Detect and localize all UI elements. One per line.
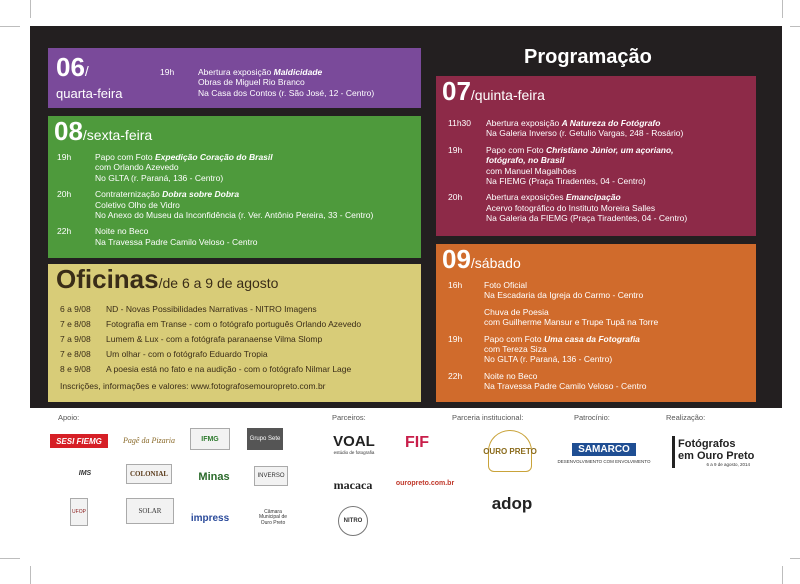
event-text: No GLTA (r. Paraná, 136 - Centro) xyxy=(484,354,613,365)
event-details xyxy=(95,189,373,220)
event-line xyxy=(95,200,373,210)
event-details xyxy=(484,334,640,365)
event-line xyxy=(198,88,374,98)
oficina-title: ND - Novas Possibilidades Narrativas - NITRO Imagens xyxy=(106,304,317,314)
samarco-name: SAMARCO xyxy=(572,443,636,456)
event-text: Na Casa dos Contos (r. São José, 12 - Centro) xyxy=(198,87,375,98)
event-line xyxy=(95,237,258,247)
event-details xyxy=(484,280,643,301)
event-text: Na FIEMG (Praça Tiradentes, 04 - Centro) xyxy=(486,175,646,186)
event-text: com Tereza Siza xyxy=(484,343,547,354)
event-text: Papo com Foto xyxy=(486,144,547,155)
event-text: Obras de Miguel Rio Branco xyxy=(198,77,305,88)
oficina-title: Fotografia em Transe - com o fotógrafo português Orlando Azevedo xyxy=(106,319,362,329)
event-time: 19h xyxy=(448,144,463,155)
event-line xyxy=(484,307,658,317)
event-time: 20h xyxy=(57,189,72,200)
event-details xyxy=(484,371,647,392)
event-text: Acervo fotográfico do Instituto Moreira Salles xyxy=(486,202,656,213)
ouro-preto-logo: OURO PRETO xyxy=(488,430,532,472)
event-text: Noite no Beco xyxy=(484,370,538,381)
oficinas-subtitle: /de 6 a 9 de agosto xyxy=(158,275,279,291)
event-text: com Orlando Azevedo xyxy=(95,162,179,173)
event-details xyxy=(198,67,374,98)
event-text: Abertura exposição xyxy=(486,118,562,128)
event-text: Foto Oficial xyxy=(484,280,527,290)
ims-logo: IMS xyxy=(78,469,92,477)
grupo-sete-logo: Grupo Sete xyxy=(247,428,283,450)
event-text: Na Escadaria da Igreja do Carmo - Centro xyxy=(484,290,644,301)
event-title: Emancipação xyxy=(565,192,621,203)
day-08-box xyxy=(48,116,421,258)
event-text: com Manuel Magalhões xyxy=(486,165,577,176)
day-weekday: /sábado xyxy=(470,255,521,271)
oficina-date: 8 e 9/08 xyxy=(60,364,91,374)
oficina-date: 7 a 9/08 xyxy=(60,334,91,344)
day-07-box xyxy=(436,76,756,236)
day-08-header xyxy=(54,116,152,148)
macaca-logo: macaca xyxy=(333,477,373,492)
pizzaria-logo: Pagê da Pizaria xyxy=(123,435,175,445)
event-text: Abertura exposição xyxy=(198,67,274,77)
institucional-label: Parceria institucional: xyxy=(452,413,524,422)
crop-mark xyxy=(0,26,20,27)
event-details xyxy=(486,118,683,139)
event-title: A Natureza do Fotógrafo xyxy=(561,118,661,128)
crop-mark xyxy=(30,566,31,584)
crop-mark xyxy=(30,0,31,18)
event-text: Coletivo Olho de Vidro xyxy=(95,199,180,210)
impress-logo: impress xyxy=(190,512,230,524)
event-text: Noite no Beco xyxy=(95,226,149,237)
oficinas-box xyxy=(48,264,421,402)
page-title: Programação xyxy=(524,46,652,68)
event-time: 16h xyxy=(448,280,463,290)
event-line xyxy=(486,128,683,138)
oficina-title: Um olhar - com o fotógrafo Eduardo Tropia xyxy=(106,349,268,359)
event-line xyxy=(95,173,273,183)
event-title: Expedição Coração do Brasil xyxy=(155,152,273,162)
event-title: Uma casa da Fotografia xyxy=(544,333,640,344)
event-line xyxy=(486,118,683,128)
crop-mark xyxy=(782,0,783,18)
event-line xyxy=(486,213,687,223)
voal-logo xyxy=(330,430,378,458)
parceiros-label: Parceiros: xyxy=(332,413,366,422)
ouropreto-site-logo: ouropreto.com.br xyxy=(395,479,455,487)
event-time: 20h xyxy=(448,192,463,203)
voal-name: VOAL xyxy=(333,433,375,450)
event-text: No Anexo do Museu da Inconfidência (r. Ver. Antônio Pereira, 33 - Centro) xyxy=(95,209,374,220)
colonial-logo: COLONIAL xyxy=(126,464,172,484)
oficina-date: 7 e 8/08 xyxy=(60,349,91,359)
day-weekday: quarta-feira xyxy=(56,86,123,101)
day-06-box xyxy=(48,48,421,108)
event-line xyxy=(486,166,674,176)
event-title: Christiano Júnior, um açoriano, xyxy=(546,144,674,155)
patrocinio-label: Patrocínio: xyxy=(574,413,610,422)
event-text: Na Travessa Padre Camilo Veloso - Centro xyxy=(484,381,647,392)
event-text: Contraternização xyxy=(95,189,163,200)
event-line xyxy=(95,226,258,236)
day-07-header xyxy=(442,76,545,108)
event-details xyxy=(486,145,674,186)
event-text: Papo com Foto xyxy=(484,333,545,344)
event-details xyxy=(486,192,687,223)
minas-logo: Minas xyxy=(198,471,230,483)
event-time: 11h30 xyxy=(448,118,472,128)
voal-tagline: estúdio de fotografia xyxy=(333,450,375,455)
day-06-header xyxy=(56,52,89,84)
oficinas-header xyxy=(56,264,278,296)
solar-logo: SOLAR xyxy=(126,498,174,524)
adop-logo: adop xyxy=(491,494,533,513)
samarco-tagline: DESENVOLVIMENTO COM ENVOLVIMENTO xyxy=(557,458,651,464)
crop-mark xyxy=(0,558,20,559)
oficinas-title: Oficinas xyxy=(56,264,159,294)
event-text: No GLTA (r. Paraná, 136 - Centro) xyxy=(95,172,224,183)
event-time: 19h xyxy=(448,333,463,344)
oficina-title: A poesia está no fato e na audição - com o fotógrafo Nilmar Lage xyxy=(106,364,352,374)
event-line xyxy=(484,317,658,327)
oficinas-footer[interactable]: Inscrições, informações e valores: www.fotografosemouropreto.com.br xyxy=(60,381,326,391)
nitro-logo: NITRO xyxy=(338,506,368,536)
event-line xyxy=(484,381,647,391)
event-title: Maldicidade xyxy=(273,67,323,77)
realizacao-title-1: Fotógrafos xyxy=(678,437,736,450)
event-text: Na Galeria Inverso (r. Getulio Vargas, 248 - Rosário) xyxy=(486,128,684,139)
day-09-header xyxy=(442,244,521,276)
event-line xyxy=(484,290,643,300)
event-line xyxy=(484,354,640,364)
event-line xyxy=(484,371,647,381)
ufop-logo: UFOP xyxy=(70,498,88,526)
event-title: fotógrafo, no Brasil xyxy=(486,155,565,166)
event-details xyxy=(484,307,658,328)
realizacao-title-2: em Ouro Preto xyxy=(678,449,755,462)
crop-mark xyxy=(782,566,783,584)
event-line xyxy=(484,280,643,290)
realizacao-dates: 6 a 9 de agosto, 2014 xyxy=(706,461,750,467)
crop-mark xyxy=(790,26,800,27)
event-line xyxy=(484,344,640,354)
day-number: 06 xyxy=(56,52,85,82)
camara-logo: Câmara Municipal de Ouro Preto xyxy=(258,508,288,526)
event-line xyxy=(198,67,374,77)
event-line xyxy=(95,162,273,172)
event-time: 19h xyxy=(57,152,72,162)
event-text: Na Galeria da FIEMG (Praça Tiradentes, 04 - Centro) xyxy=(486,213,688,224)
event-line xyxy=(486,176,674,186)
event-details xyxy=(95,226,258,247)
event-text: Chuva de Poesia xyxy=(484,306,549,317)
event-line xyxy=(486,192,687,202)
event-details xyxy=(95,152,273,183)
day-weekday: /sexta-feira xyxy=(82,127,153,143)
apoio-label: Apoio: xyxy=(58,413,80,422)
crop-mark xyxy=(790,558,800,559)
event-line xyxy=(95,210,373,220)
event-time: 22h xyxy=(448,370,463,381)
event-text: Na Travessa Padre Camilo Veloso - Centro xyxy=(95,236,258,247)
realizacao-label: Realização: xyxy=(666,413,706,422)
day-weekday: /quinta-feira xyxy=(470,87,545,103)
event-line xyxy=(484,334,640,344)
event-text: Papo com Foto xyxy=(95,152,156,162)
day-number: 08 xyxy=(54,116,83,146)
event-line xyxy=(486,145,674,155)
event-line xyxy=(198,77,374,87)
oficina-date: 6 a 9/08 xyxy=(60,304,91,314)
day-number: 09 xyxy=(442,244,471,274)
day-09-box xyxy=(436,244,756,402)
event-line xyxy=(95,189,373,199)
oficina-title: Lumem & Lux - com a fotógrafa paranaense Vilma Slomp xyxy=(106,334,323,344)
event-text: Abertura exposições xyxy=(486,192,566,203)
event-line xyxy=(95,152,273,162)
event-line xyxy=(486,203,687,213)
oficina-date: 7 e 8/08 xyxy=(60,319,91,329)
sesi-fiemg-logo: SESI FIEMG xyxy=(50,434,108,448)
samarco-logo xyxy=(557,438,651,468)
event-title: Dobra sobre Dobra xyxy=(162,189,240,200)
event-line xyxy=(486,155,674,165)
event-time: 22h xyxy=(57,226,72,237)
day-number: 07 xyxy=(442,76,471,106)
inverso-logo: INVERSO xyxy=(254,466,288,486)
ifmg-logo: IFMG xyxy=(190,428,230,450)
day-slash: / xyxy=(84,63,89,79)
event-time: 19h xyxy=(160,67,175,77)
fif-logo: FIF xyxy=(405,434,429,451)
event-text: com Guilherme Mansur e Trupe Tupã na Torre xyxy=(484,317,659,328)
fotografos-logo xyxy=(672,436,755,468)
